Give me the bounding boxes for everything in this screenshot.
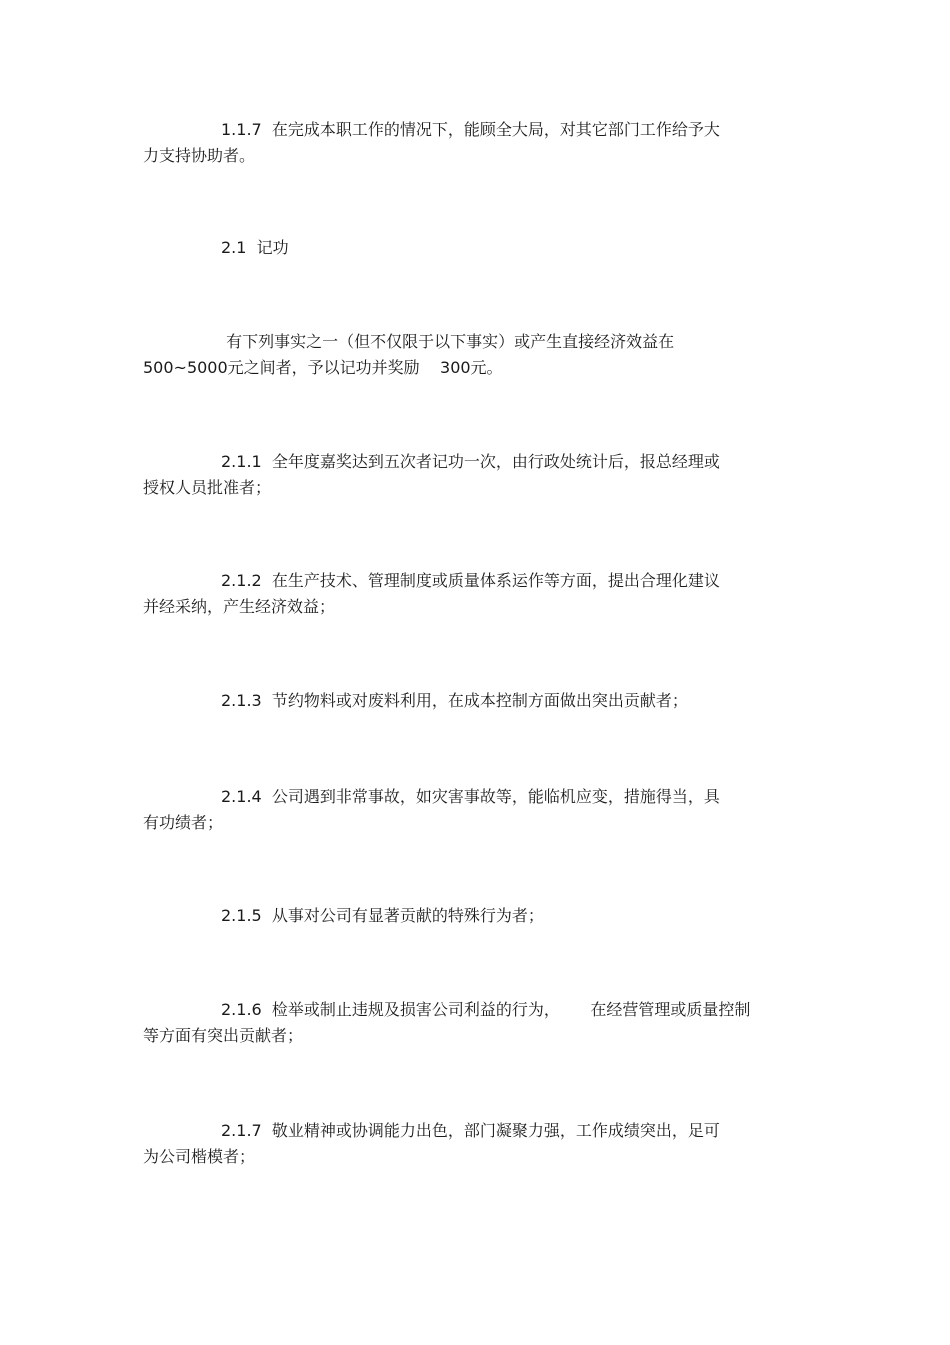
clause-2-1-6-line-1: 2.1.6 检举或制止违规及损害公司利益的行为， 在经营管理或质量控制 bbox=[221, 1000, 751, 1019]
clause-2-1-6-line-2: 等方面有突出贡献者； bbox=[143, 1026, 304, 1045]
clause-2-1-5-line-1: 2.1.5 从事对公司有显著贡献的特殊行为者； bbox=[221, 906, 544, 925]
section-2-1-intro-line-2: 500~5000元之间者，予以记功并奖励 300元。 bbox=[143, 358, 503, 377]
clause-2-1-2-line-2: 并经采纳，产生经济效益； bbox=[143, 597, 336, 616]
section-2-1-heading: 2.1 记功 bbox=[221, 238, 289, 257]
section-2-1-intro-line-1: 有下列事实之一（但不仅限于以下事实）或产生直接经济效益在 bbox=[221, 332, 675, 351]
clause-2-1-1-line-1: 2.1.1 全年度嘉奖达到五次者记功一次，由行政处统计后，报总经理或 bbox=[221, 452, 720, 471]
clause-2-1-4-line-2: 有功绩者； bbox=[143, 813, 224, 832]
clause-2-1-7-line-1: 2.1.7 敬业精神或协调能力出色，部门凝聚力强，工作成绩突出，足可 bbox=[221, 1121, 720, 1140]
clause-2-1-2-line-1: 2.1.2 在生产技术、管理制度或质量体系运作等方面，提出合理化建议 bbox=[221, 571, 720, 590]
clause-2-1-3-line-1: 2.1.3 节约物料或对废料利用，在成本控制方面做出突出贡献者； bbox=[221, 691, 688, 710]
clause-1-1-7-line-2: 力支持协助者。 bbox=[143, 146, 256, 165]
clause-2-1-4-line-1: 2.1.4 公司遇到非常事故，如灾害事故等，能临机应变，措施得当，具 bbox=[221, 787, 720, 806]
clause-1-1-7-line-1: 1.1.7 在完成本职工作的情况下，能顾全大局，对其它部门工作给予大 bbox=[221, 120, 720, 139]
clause-2-1-7-line-2: 为公司楷模者； bbox=[143, 1147, 256, 1166]
clause-2-1-1-line-2: 授权人员批准者； bbox=[143, 478, 272, 497]
